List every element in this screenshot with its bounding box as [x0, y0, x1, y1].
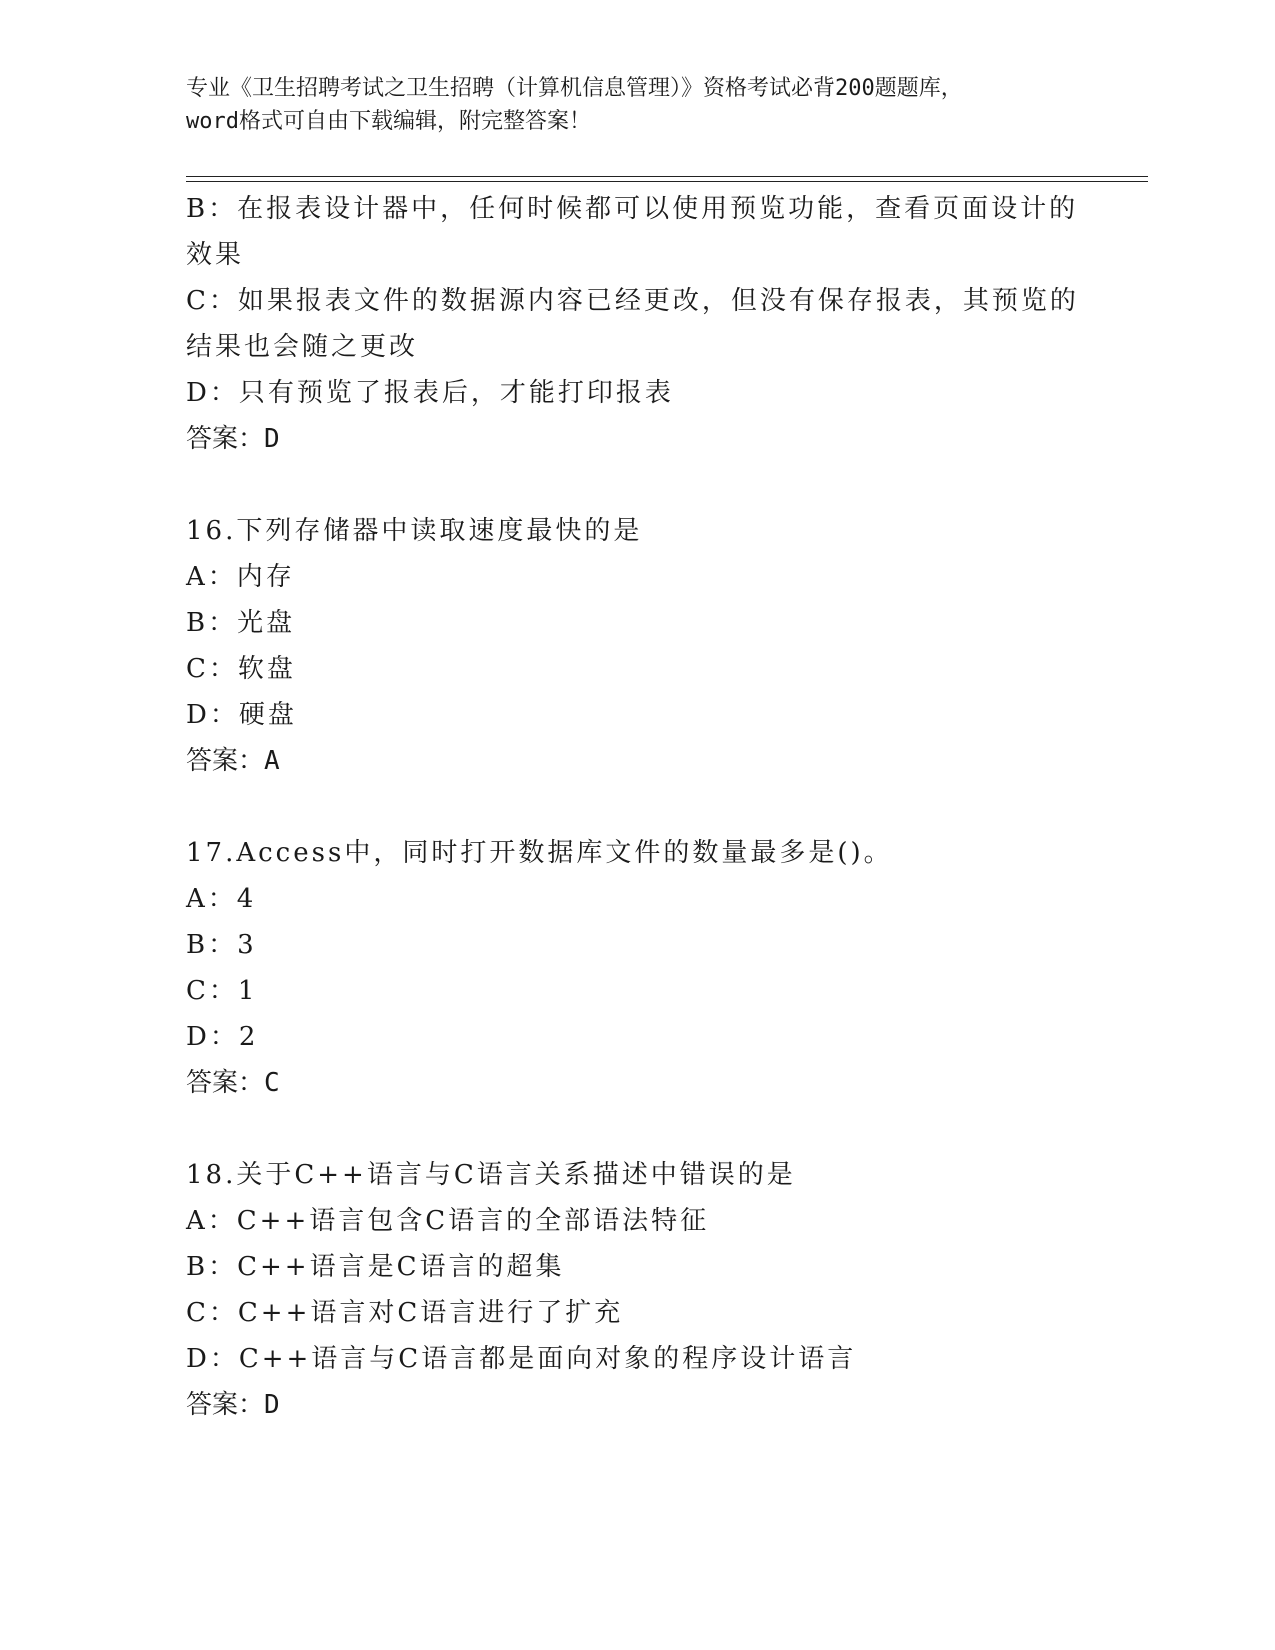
question-17	[186, 830, 1086, 1106]
option-a: A：内存	[186, 562, 295, 592]
answer-text: 答案：D	[186, 1390, 280, 1420]
answer-text: 答案：D	[186, 424, 280, 454]
question-stem: 16.下列存储器中读取速度最快的是	[186, 516, 643, 546]
header-line-1: 专业《卫生招聘考试之卫生招聘（计算机信息管理）》资格考试必背200题题库，	[186, 76, 963, 101]
option-c: C：1	[186, 976, 258, 1006]
question-stem: 18.关于C++语言与C语言关系描述中错误的是	[186, 1160, 796, 1190]
option-b-line-2: 效果	[186, 240, 245, 270]
option-b: B：光盘	[186, 608, 296, 638]
option-b-line-1: B：在报表设计器中，任何时候都可以使用预览功能，查看页面设计的	[186, 194, 1079, 224]
answer-text: 答案：A	[186, 746, 280, 776]
question-stem: 17.Access中，同时打开数据库文件的数量最多是()。	[186, 838, 893, 868]
header-line-2: word格式可自由下载编辑，附完整答案！	[186, 109, 591, 134]
option-a: A：C++语言包含C语言的全部语法特征	[186, 1206, 710, 1236]
spacer	[186, 1106, 1086, 1152]
header-divider-top	[186, 176, 1148, 177]
spacer	[186, 784, 1086, 830]
question-list	[186, 186, 1086, 1428]
option-c: C：C++语言对C语言进行了扩充	[186, 1298, 624, 1328]
question-15-tail	[186, 186, 1086, 462]
option-d: D：2	[186, 1022, 259, 1052]
document-header	[186, 72, 1086, 138]
spacer	[186, 462, 1086, 508]
option-a: A：4	[186, 884, 257, 914]
option-b: B：C++语言是C语言的超集	[186, 1252, 565, 1282]
question-16	[186, 508, 1086, 784]
option-c: C：软盘	[186, 654, 296, 684]
option-c-line-2: 结果也会随之更改	[186, 332, 419, 362]
header-divider-bottom	[186, 181, 1148, 182]
option-d: D：只有预览了报表后，才能打印报表	[186, 378, 674, 408]
option-d: D：C++语言与C语言都是面向对象的程序设计语言	[186, 1344, 857, 1374]
question-18	[186, 1152, 1086, 1428]
answer-text: 答案：C	[186, 1068, 280, 1098]
option-b: B：3	[186, 930, 257, 960]
option-c-line-1: C：如果报表文件的数据源内容已经更改，但没有保存报表，其预览的	[186, 286, 1079, 316]
option-d: D：硬盘	[186, 700, 297, 730]
